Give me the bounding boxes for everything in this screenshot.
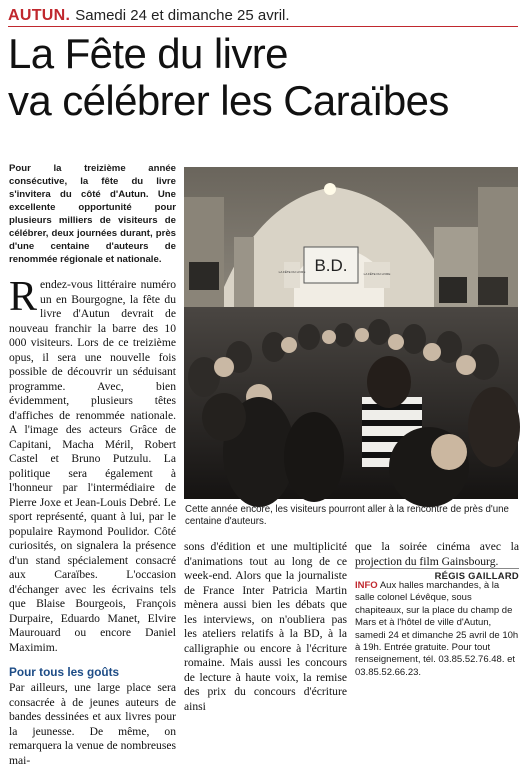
drop-cap: R: [9, 274, 38, 320]
info-box: [355, 580, 519, 679]
body-paragraph-1: [9, 274, 176, 655]
headline: [8, 30, 523, 124]
article-column-3: [355, 540, 519, 569]
article-column-1: [9, 274, 176, 768]
author-byline: RÉGIS GAILLARD: [434, 570, 519, 581]
body-paragraph-4: que la soirée cinéma avec la projection du film Gainsbourg.: [355, 540, 519, 568]
body-paragraph-3: sons d'édition et une multiplicité d'animations tout au long de ce week-end. Alors que la journaliste de France Inter Patricia Martin mènera aussi bien les débats que les interviews, on n'oubliera pas les ateliers relatifs à la BD, à la calligraphie ou encore à l'écriture romaine. Mais aussi les concours de lecture à haute voix, la remise des prix du concours d'écriture ainsi: [184, 540, 347, 713]
info-text: Aux halles marchandes, à la salle colonel Lévêque, sous chapiteaux, sur la place du champ de Mars et à l'hôtel de ville d'Autun, samedi 24 et dimanche 25 avril de 10h à 19h. Entrée gratuite. Pour tout renseignement, tél. 03.85.52.76.48. et 03.85.52.66.23.: [355, 580, 519, 678]
section-name: AUTUN.: [8, 7, 71, 24]
info-tag: INFO: [355, 580, 378, 591]
sign-left-label: LA FÊTE DU LIVRE: [278, 270, 306, 274]
bd-banner-label: B.D.: [314, 256, 348, 275]
sign-right-label: LA FÊTE DU LIVRE: [363, 272, 391, 276]
article-column-2: [184, 540, 347, 714]
headline-line-1: La Fête du livre: [8, 30, 288, 77]
lead-paragraph: Pour la treizième année consécutive, la fête du livre s'invitera du côté d'Autun. Une excellente opportunité pour plusieurs milliers de visiteurs de célébrer, deux journées durant, près d'une centaine d'auteurs de renommée régionale et nationale.: [9, 163, 176, 265]
article-photo: [184, 167, 518, 499]
dateline: Samedi 24 et dimanche 25 avril.: [75, 7, 290, 24]
body-paragraph-2: Par ailleurs, une large place sera consacrée à de jeunes auteurs de bandes dessinées et aux livres pour la jeunesse. De même, on remarquera la venue de nombreuses mai-: [9, 681, 176, 767]
section-header: [8, 5, 518, 27]
subheading: Pour tous les goûts: [9, 665, 120, 679]
photo-caption: Cette année encore, les visiteurs pourront aller à la rencontre de près d'une centaine d'auteurs.: [185, 504, 509, 528]
body-paragraph-1-text: endez-vous littéraire numéro un en Bourgogne, la fête du livre d'Autun devrait de nouveau franchir la barre des 10 000 visiteurs. Lors de ce treizième opus, il sera une nouvelle fois possible de découvrir un séduisant programme. Avec, bien évidemment, plusieurs têtes d'affiches de renommée nationale. A l'image des acteurs Grâce de Capitani, Macha Méril, Robert Castel et Bruno Putzulu. La politique sera également à l'honneur par l'intermédiaire de Pierre Joxe et Jean-Louis Debré. Le sport représenté, quant à lui, par le populaire Raymond Poulidor. Côté curiosités, on signalera la présence d'un stand spécialement consacré aux Caraïbes. L'occasion d'échanger avec les écrivains tels que Blaise Bourgeois, François Durpaire, Eduardo Manet, Elvire Maurouard ou encore Daniel Maximim.: [9, 278, 176, 654]
info-divider: [355, 568, 519, 569]
headline-line-2: va célébrer les Caraïbes: [8, 77, 449, 124]
book-fair-photo: [184, 167, 518, 499]
